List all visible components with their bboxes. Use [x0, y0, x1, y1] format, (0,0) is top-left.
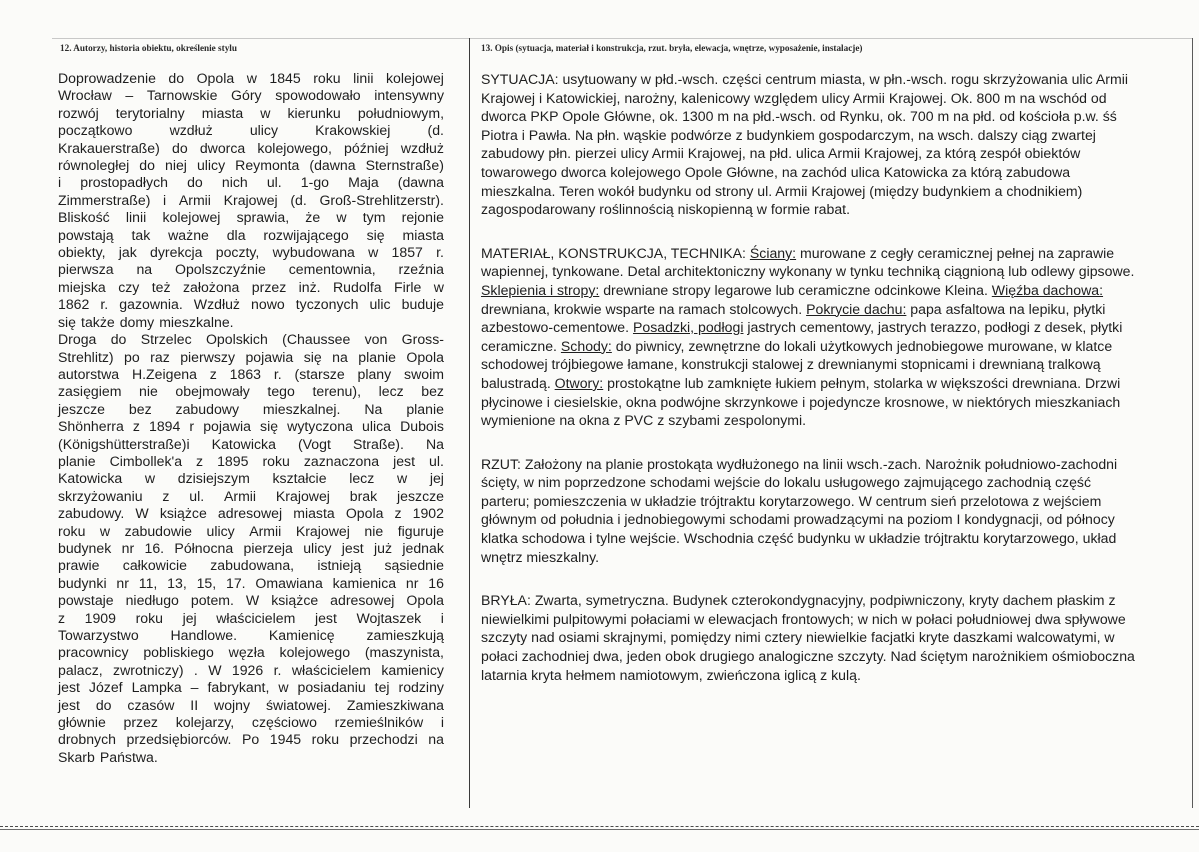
history-line: roku w zabudowie ulicy Armii Krajowej nie figuruje [58, 522, 444, 539]
history-line: skrzyżowaniu z ul. Armii Krajowej brak jeszcze [58, 487, 444, 504]
history-line: Wrocław – Tarnowskie Góry spowodowało intensywny [58, 87, 444, 104]
history-line: budynek nr 16. Północna pierzeja ulicy jest już jednak [58, 539, 444, 556]
history-line: planie Cimbollek'a z 1895 roku zaznaczona jest ul. [58, 452, 444, 469]
history-line: równoległej do niej ulicy Reymonta (dawna Sternstraße) [58, 157, 444, 174]
right-border [1192, 38, 1193, 808]
description-text-column [481, 70, 1141, 684]
rzut-label: RZUT: [481, 455, 521, 472]
rzut-paragraph [481, 455, 1141, 567]
schody-text: do piwnicy, zewnętrzne do lokali użytkowych jednobiegowe murowane, w klatce schodowej trójbiegowe łamane, konstrukcji stalowej z drewnianymi stopnicami i drewnianą tralkową balustradą. [481, 337, 1113, 391]
bottom-rule-dashed [0, 826, 1199, 827]
rzut-text: Założony na planie prostokąta wydłużonego na linii wsch.-zach. Narożnik południowo-zachodni ścięty, w nim poprzedzone schodami wejście do lokalu usługowego zajmującego zachodnią część parteru; pomieszczenia w układzie trójtraktu korytarzowego. W centrum sień przelotowa z wejściem głównym od południa i jednobiegowymi schodami prowadzącymi na poziom I kondygnacji, od północy klatka schodowa i tylne wejście. Wschodnia część budynku w układzie trójtraktu korytarzowego, układ wnętrz mieszkalny. [481, 455, 1118, 565]
history-line: Krakauerstraße) do dworca kolejowego, później wzdłuż [58, 139, 444, 156]
history-line: prawie całkowicie zabudowana, istnieją sąsiednie [58, 557, 444, 574]
sklepienia-text: drewniane stropy legarowe lub ceramiczne odcinkowe Kleina. [603, 281, 988, 298]
material-paragraph [481, 244, 1141, 430]
history-line: jest do czasów II wojny światowej. Zamieszkiwana [58, 696, 444, 713]
history-line: drobnych przedsiębiorców. Po 1945 roku przechodzi na [58, 731, 444, 748]
material-label: MATERIAŁ, KONSTRUKCJA, TECHNIKA: [481, 244, 746, 261]
history-line: powstaje niedługo potem. W książce adresowej Opola [58, 592, 444, 609]
history-line: i prostopadłych do nich ul. 1-go Maja (dawna [58, 174, 444, 191]
section-12-heading: 12. Autorzy, historia obiektu, określenie stylu [60, 43, 237, 53]
sklepienia-label: Sklepienia i stropy: [481, 281, 600, 298]
history-line: pracownicy pobliskiego węzła kolejowego (maszynista, [58, 644, 444, 661]
column-divider [469, 38, 470, 808]
posadzki-label: Posadzki, podłogi [632, 319, 744, 336]
history-line: palacz, zwrotniczy) . W 1926 r. właścicielem kamienicy [58, 661, 444, 678]
bottom-rule [0, 829, 1199, 830]
history-line: zasięgiem nie obejmowały tego terenu), lecz bez [58, 383, 444, 400]
wiezba-label: Więźba dachowa: [991, 281, 1104, 298]
sytuacja-text: usytuowany w płd.-wsch. części centrum miasta, w płn.-wsch. rogu skrzyżowania ulic Armii Krajowej i Katowickiej, narożny, kalenicowy względem ulicy Armii Krajowej. Ok. 800 m na wschód od dworca PKP Opole Główne, ok. 1300 m na płd.-wsch. od Rynku, ok. 700 m na płd. od kościoła p.w. śś Piotra i Pawła. Na płn. wąskie podwórze z budynkiem gospodarczym, na wsch. dalszy ciąg zwartej zabudowy płn. pierzei ulicy Armii Krajowej, na płd. ulica Armii Krajowej, za którą zespół obiektów towarowego dworca kolejowego Opole Główne, na zachód ulica Katowicka za którą zabudowa mieszkalna. Teren wokół budynku od strony ul. Armii Krajowej (między budynkiem a chodnikiem) zagospodarowany roślinnością niskopienną w formie rabat. [481, 71, 1128, 218]
history-line: jest Józef Lampka – fabrykant, w posiadaniu tej rodziny [58, 679, 444, 696]
schody-label: Schody: [560, 337, 612, 354]
history-line: Droga do Strzelec Opolskich (Chaussee von Gross- [58, 331, 444, 348]
history-line: obiekty, jak dyrekcja poczty, wybudowana w 1857 r. [58, 244, 444, 261]
history-line: Skarb Państwa. [58, 748, 158, 765]
otwory-text: prostokątne lub zamknięte łukiem pełnym, stolarka w większości drewniana. Drzwi płycinowe i ciesielskie, okna podwójne skrzynkowe i pojedyncze krosnowe, w niektórych mieszkaniach wymienione na okna z PVC z szybami zespolonymi. [481, 374, 1121, 429]
history-line: z 1909 roku jej właścicielem jest Wojtaszek i [58, 609, 444, 626]
history-line: autorstwa H.Zeigena z 1863 r. (starsze plany swoim [58, 365, 444, 382]
history-line: Strehlitz) po raz pierwszy pojawia się na planie Opola [58, 348, 444, 365]
posadzki-text: jastrych cementowy, jastrych terazzo, podłogi z desek, płytki ceramiczne. [481, 319, 1123, 354]
history-line: Katowicka w dzisiejszym kształcie lecz w jej [58, 470, 444, 487]
bryla-text: Zwarta, symetryczna. Budynek czterokondygnacyjny, podpiwniczony, kryty dachem płaskim z niewielkimi pulpitowymi połaciami w elewacjach frontowych; w nich w połaci południowej dwa spływowe szczyty nad osiami skrajnymi, pomiędzy nimi cztery niewielkie facjatki kryte daszkami walcowatymi, w połaci zachodniej dwa, jeden obok drugiego analogiczne szczyty. Nad ściętym narożnikiem ośmioboczna latarnia kryta hełmem namiotowym, zwieńczona iglicą z kulą. [481, 592, 1135, 683]
history-line: budynki nr 11, 13, 15, 17. Omawiana kamienica nr 16 [58, 574, 444, 591]
history-line: jeszcze bez zabudowy mieszkalnej. Na planie [58, 400, 444, 417]
history-line: zabudowy. W książce adresowej miasta Opola z 1902 [58, 505, 444, 522]
sciany-label: Ściany: [749, 244, 797, 261]
history-line: się także domy mieszkalne. [58, 313, 234, 330]
history-line: Shönherra z 1894 r pojawia się wytyczona ulica Dubois [58, 418, 444, 435]
otwory-label: Otwory: [554, 374, 604, 391]
sciany-text: murowane z cegły ceramicznej pełnej na zaprawie wapiennej, tynkowane. Detal architektoniczny wykonany w tynku techniką ciągnioną lub odlewy gipsowe. [481, 244, 1135, 280]
pokrycie-text: papa asfaltowa na lepiku, płytki azbestowo-cementowe. [481, 300, 1106, 336]
history-line: 1862 r. gazownia. Wzdłuż nowo tyczonych ulic buduje [58, 296, 444, 313]
history-line: Towarzystwo Handlowe. Kamienicę zamieszkują [58, 627, 444, 643]
bryla-paragraph [481, 591, 1141, 684]
history-line: miejska czy też założona przez inż. Rudolfa Firle w [58, 278, 444, 295]
history-line: powstają tak ważne dla rozwijającego się miasta [58, 226, 444, 243]
history-text-column [58, 70, 444, 766]
history-line: Bliskość linii kolejowej sprawia, że w tym rejonie [58, 209, 444, 226]
history-line: głównie przez kolejarzy, częściowo rzemieślników i [58, 714, 444, 731]
history-line: (Königshütterstraße)i Katowicka (Vogt Straße). Na [58, 435, 444, 452]
history-line: rozwój terytorialny miasta w kierunku południowym, [58, 104, 444, 121]
sytuacja-label: SYTUACJA: [481, 71, 559, 87]
bryla-label: BRYŁA: [481, 592, 531, 609]
history-line: Zimmerstraße) i Armii Krajowej (d. Groß-Strehlitzerstr). [58, 191, 444, 208]
history-line: pierwsza na Opolszczyźnie cementownia, rzeźnia [58, 261, 444, 278]
history-line: Doprowadzenie do Opola w 1845 roku linii kolejowej [58, 70, 444, 86]
wiezba-text: drewniana, krokwie wsparte na ramach stolcowych. [481, 300, 803, 317]
section-13-heading: 13. Opis (sytuacja, materiał i konstrukcja, rzut. bryła, elewacja, wnętrze, wyposażenie, instalacje) [481, 43, 863, 53]
sytuacja-paragraph [481, 70, 1141, 219]
pokrycie-label: Pokrycie dachu: [806, 300, 907, 317]
history-line: początkowo wzdłuż ulicy Krakowskiej (d. [58, 122, 444, 139]
page-frame-top [52, 38, 1192, 39]
